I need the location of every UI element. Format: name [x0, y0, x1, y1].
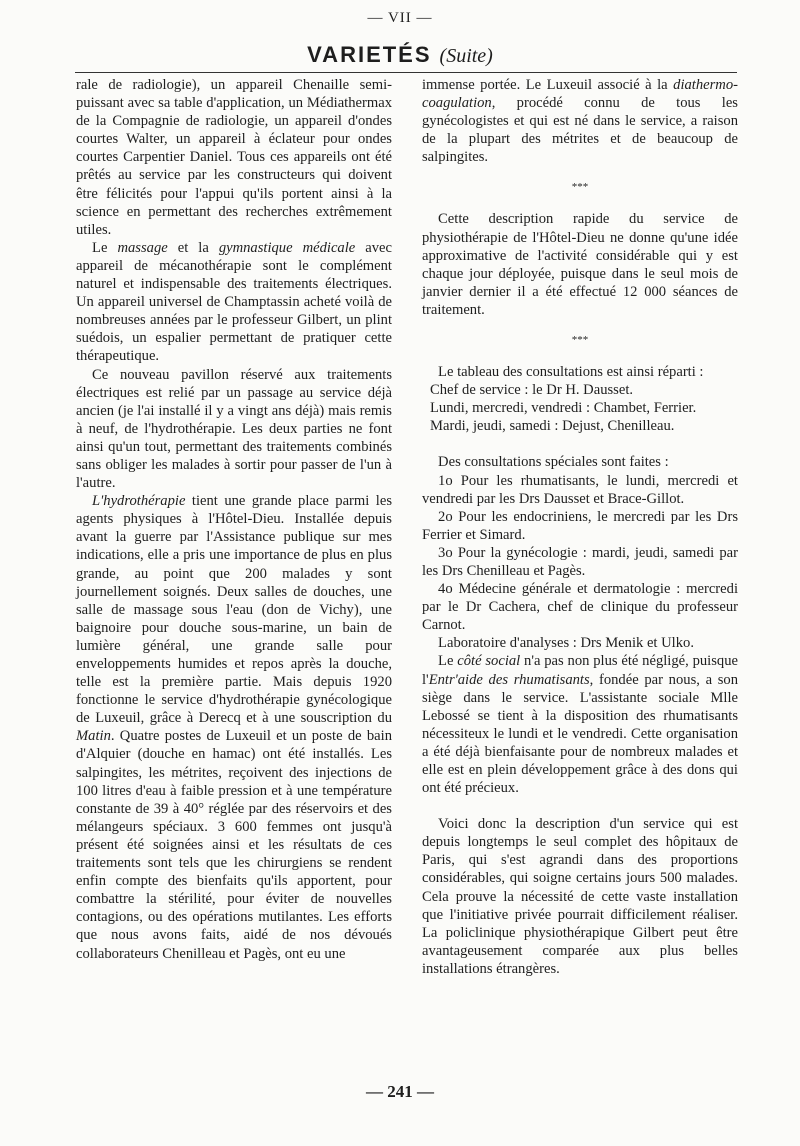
left-column — [76, 76, 392, 963]
right-paragraph-1: immense portée. Le Luxeuil associé à la diathermo-coagulation, procédé connu de tous les gynécologistes et qui est né dans le service, a raison de la plupart des métrites et de beaucoup de salpingites. — [422, 77, 738, 166]
left-paragraph-1: rale de radiologie), un appareil Chenaille semi-puissant avec sa table d'application, un Médiathermax de la Compagnie de radiologie, un appareil d'ondes courtes Walter, un appareil à éclateur pour ondes courtes Carpentier Daniel. Tous ces appareils ont été prêtés au service par les constructeurs qui doivent être félicités pour l'appui qu'ils portent ainsi à la science en permettant des recherches extrêmement utiles. — [76, 77, 392, 238]
consultation-lmv: Lundi, mercredi, vendredi : Chambet, Ferrier. — [430, 400, 697, 417]
left-paragraph-2: Le massage et la gymnastique médicale avec appareil de mécanothérapie sont le complément naturel et indispensable des traitements électriques. Un appareil universel de Champtassin acheté voilà de nombreuses années par le professeur Gilbert, un plint suédois, un espalier permettant de pratiquer cette thérapeutique. — [76, 239, 392, 365]
section-separator-stars: *** — [571, 181, 589, 194]
consultation-mjs: Mardi, jeudi, samedi : Dejust, Chenilleau. — [430, 418, 675, 435]
left-paragraph-4: L'hydrothérapie tient une grande place parmi les agents physiques à l'Hôtel-Dieu. Installée depuis avant la guerre par l'Assistance publique sur mes indications, elle a pris une importance de plus en plus grande, au point que 200 malades y sont journellement soignés. Deux salles de douches, une salle de massage sous l'eau (don de Vichy), une baignoire pour douche sous-marine, un bain de lumière général, une grande salle pour enveloppements humides et repos après la douche, telle est la première partie. Mais depuis 1920 fonctionne le service d'hydrothérapie gynécologique de Luxeuil, grâce à Derecq et à une souscription du Matin. Quatre postes de Luxeuil et un poste de bain d'Alquier (douche en hamac) ont été installés. Les salpingites, les métrites, reçoivent des injections de 100 litres d'eau à faible pression et à une température constante de 39 à 40° réglée par des réservoirs et des mélangeurs spéciaux. 3 600 femmes ont jusqu'à présent été soignées ainsi et les résultats de ces traitements sont tels que les chirurgiens se rendent enfin compte des bienfaits qu'ils apportent, pour combattre la stérilité, pour éviter de nouvelles contagions, ou des opérations mutilantes. Les efforts que nous avons faits, aidé de nos dévoués collaborateurs Chenilleau et Pagès, ont eu une — [76, 493, 392, 962]
consultation-chef: Chef de service : le Dr H. Dausset. — [430, 382, 634, 399]
section-title-suffix: (Suite) — [439, 45, 493, 67]
header-rule — [75, 72, 737, 73]
special-consultation-1: 1o Pour les rhumatisants, le lundi, mercredi et vendredi par les Drs Dausset et Brace-Gillot. — [422, 472, 738, 507]
conclusion-paragraph: Voici donc la description d'un service qui est depuis longtemps le seul complet des hôpitaux de Paris, qui s'est agrandi dans des proportions considérables, qui soigne certains jours 500 malades. Cela prouve la nécessité de cette vaste installation que l'initiative privée pourrait difficilement réaliser. La policlinique physiothérapique Gilbert peut être avantageusement comparée aux plus belles installations étrangères. — [422, 816, 738, 977]
running-head: — VII — — [367, 10, 433, 26]
special-consultation-4: 4o Médecine générale et dermatologie : mercredi par le Dr Cachera, chef de clinique du professeur Carnot. — [422, 581, 738, 634]
left-paragraph-3: Ce nouveau pavillon réservé aux traitements électriques est relié par un passage au service déjà ancien (je l'ai installé il y a vingt ans déjà) mais remis à neuf, de l'hydrothérapie. Les deux parties ne font ainsi qu'un tout, permettant des traitements combinés sans obliger les malades à sortir pour passer de l'un à l'autre. — [76, 366, 392, 492]
special-consultation-2: 2o Pour les endocriniens, le mercredi par les Drs Ferrier et Simard. — [422, 508, 738, 543]
special-consultation-3: 3o Pour la gynécologie : mardi, jeudi, samedi par les Drs Chenilleau et Pagès. — [422, 544, 738, 579]
laboratory-line: Laboratoire d'analyses : Drs Menik et Ulko. — [438, 635, 694, 652]
section-separator-stars-2: *** — [571, 334, 589, 347]
page-number: — 241 — — [366, 1082, 434, 1101]
consultations-intro: Le tableau des consultations est ainsi réparti : — [438, 364, 704, 381]
right-column — [422, 76, 738, 978]
social-paragraph: Le côté social n'a pas non plus été négligé, puisque l'Entr'aide des rhumatisants, fondée par nous, a son siège dans le service. L'assistante sociale Mlle Lebossé se tient à la disposition des rhumatisants nécessiteux le lundi et le vendredi. Cette organisation a été déjà bienfaisante pour de nombreux malades et elle est en plein développement grâce à des dons qui ont été précieux. — [422, 653, 739, 797]
right-paragraph-2: Cette description rapide du service de physiothérapie de l'Hôtel-Dieu ne donne qu'une idée approximative de l'activité considérable qui y est chaque jour déployée, puisque dans le seul mois de janvier dernier il a été effectué 12 000 séances de traitement. — [422, 211, 738, 318]
section-title-main: VARIETÉS — [307, 42, 432, 67]
section-title — [0, 42, 800, 68]
special-consultations-intro: Des consultations spéciales sont faites : — [438, 454, 669, 471]
